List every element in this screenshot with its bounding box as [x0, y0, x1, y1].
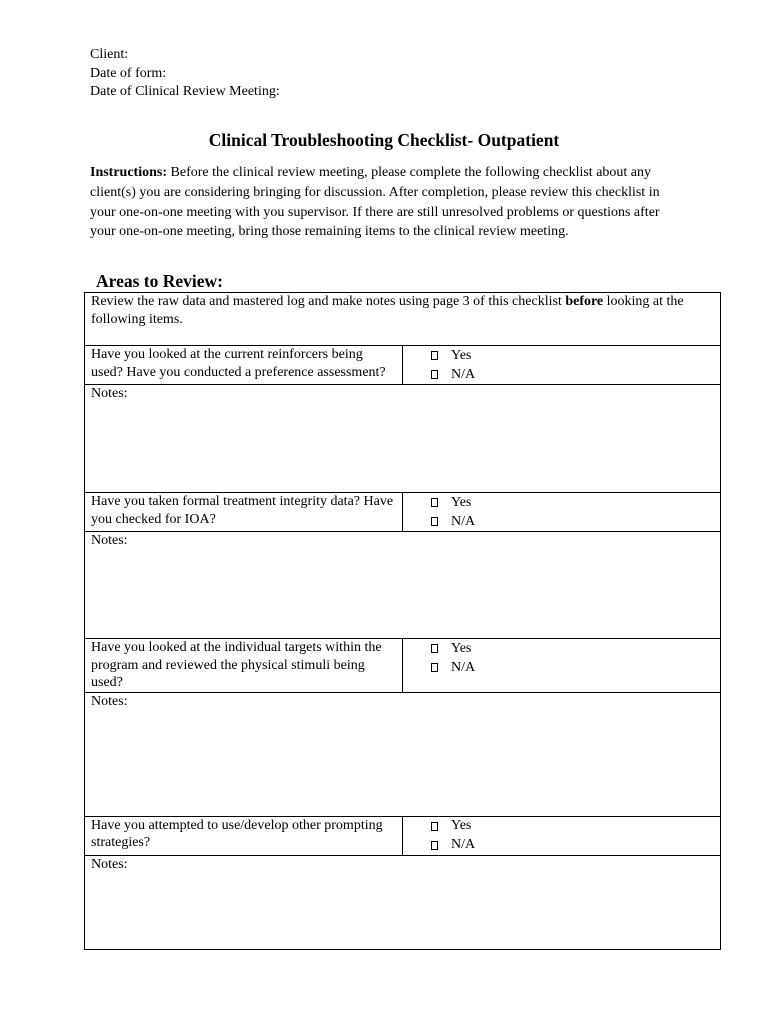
question-cell: Have you taken formal treatment integrity data? Have you checked for IOA?: [85, 493, 403, 532]
instructions-text: Before the clinical review meeting, please complete the following checklist about any client(s) you are considering bringing for discussion. After completion, please review this checklist in your one-on-one meeting with you supervisor. If there are still unresolved problems or questions after your one-on-one meeting, bring those remaining items to the clinical review meeting.: [90, 165, 660, 240]
notes-cell[interactable]: [85, 692, 721, 816]
notes-label: Notes:: [91, 533, 128, 548]
client-label: Client:: [90, 47, 129, 62]
na-label: N/A: [451, 837, 476, 853]
notes-row: [85, 385, 721, 493]
review-intro-text-end: looking at the following items.: [91, 294, 684, 327]
notes-row: [85, 692, 721, 816]
yes-option[interactable]: [431, 493, 714, 512]
notes-label: Notes:: [91, 386, 128, 401]
checkbox-icon[interactable]: [431, 663, 438, 672]
instructions-paragraph: [90, 163, 682, 242]
notes-row: [85, 532, 721, 639]
date-of-form-label: Date of form:: [90, 65, 167, 81]
notes-label: Notes:: [91, 856, 128, 872]
na-option[interactable]: [431, 365, 714, 384]
answer-options: [403, 493, 721, 532]
review-intro-cell: [85, 293, 721, 346]
na-label: N/A: [451, 366, 476, 382]
na-option[interactable]: [431, 836, 714, 855]
checkbox-icon[interactable]: [431, 351, 438, 360]
question-cell: Have you attempted to use/develop other prompting strategies?: [85, 816, 403, 855]
form-header: [90, 46, 280, 102]
notes-cell[interactable]: [85, 532, 721, 639]
yes-label: Yes: [451, 640, 472, 656]
checkbox-icon[interactable]: [431, 370, 438, 379]
instructions-lead: Instructions:: [90, 165, 168, 180]
document-title: Clinical Troubleshooting Checklist- Outpatient: [208, 130, 560, 150]
yes-label: Yes: [451, 347, 472, 363]
na-option[interactable]: [431, 658, 714, 677]
question-row: [85, 346, 721, 385]
checkbox-icon[interactable]: [431, 498, 438, 507]
checkbox-icon[interactable]: [431, 644, 438, 653]
areas-to-review-heading: Areas to Review:: [96, 271, 223, 291]
answer-options: [403, 346, 721, 385]
notes-cell[interactable]: [85, 855, 721, 949]
checkbox-icon[interactable]: [431, 517, 438, 526]
question-row: [85, 816, 721, 855]
question-row: [85, 493, 721, 532]
yes-label: Yes: [451, 818, 472, 834]
na-label: N/A: [451, 659, 476, 675]
yes-label: Yes: [451, 494, 472, 510]
yes-option[interactable]: [431, 639, 714, 658]
answer-options: [403, 639, 721, 693]
yes-option[interactable]: [431, 346, 714, 365]
date-of-meeting-label: Date of Clinical Review Meeting:: [90, 84, 280, 99]
question-cell: Have you looked at the individual targets within the program and reviewed the physical stimuli being used?: [85, 639, 403, 693]
review-intro-bold: before: [565, 294, 604, 309]
review-intro-text: Review the raw data and mastered log and make notes using page 3 of this checklist: [91, 294, 562, 309]
notes-label: Notes:: [91, 693, 128, 709]
notes-cell[interactable]: [85, 385, 721, 493]
notes-row: [85, 855, 721, 949]
review-intro-row: [85, 293, 721, 346]
answer-options: [403, 816, 721, 855]
yes-option[interactable]: [431, 817, 714, 836]
checkbox-icon[interactable]: [431, 822, 438, 831]
review-checklist-table: [84, 292, 721, 950]
question-cell: Have you looked at the current reinforcers being used? Have you conducted a preference assessment?: [85, 346, 403, 385]
checkbox-icon[interactable]: [431, 841, 438, 850]
question-row: [85, 639, 721, 693]
na-option[interactable]: [431, 512, 714, 531]
na-label: N/A: [451, 513, 476, 529]
